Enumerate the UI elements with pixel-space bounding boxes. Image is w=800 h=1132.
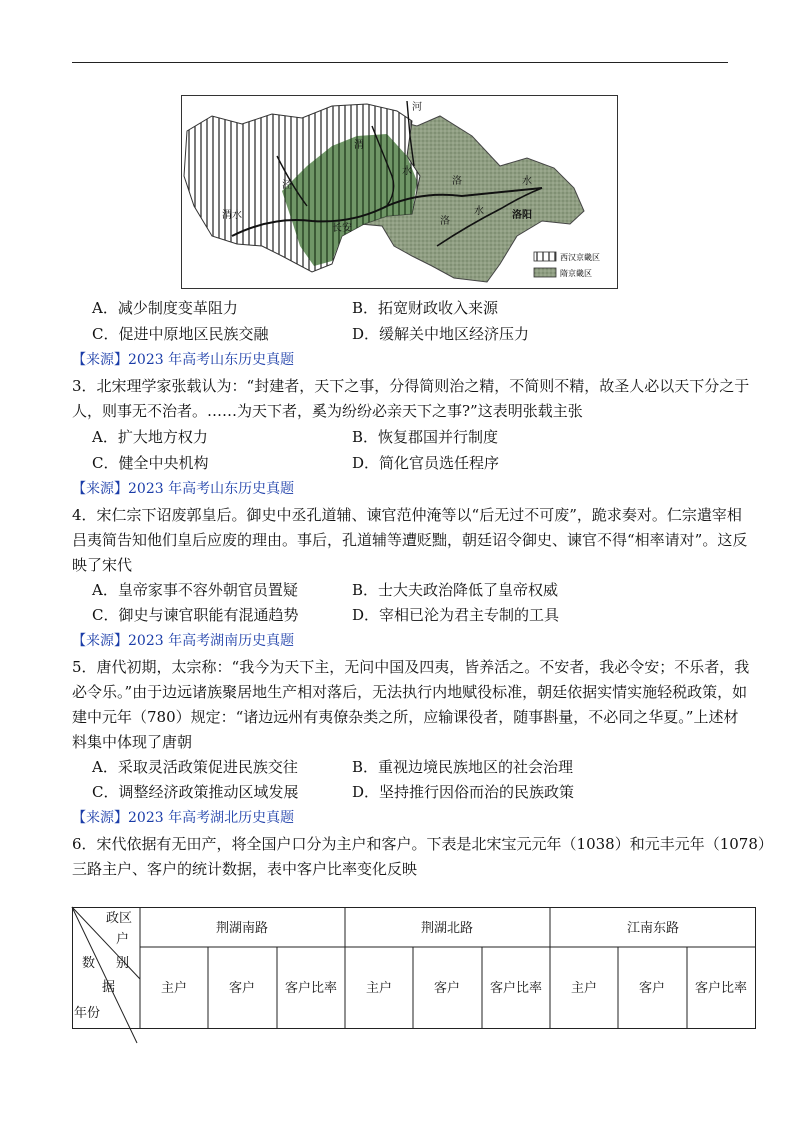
corner-label-shu: 数 (82, 956, 96, 971)
legend-sui: 隋京畿区 (560, 269, 592, 278)
region-header-jinghu-south: 荆湖南路 (215, 921, 269, 936)
q3-stem-line2: 人，则事无不治者。……为天下者，奚为纷纷必亲天下之事?”这表明张载主张 (72, 402, 583, 420)
map-figure (181, 95, 618, 289)
q2-option-a: A．减少制度变革阻力 (92, 299, 238, 317)
q4-stem-line3: 映了宋代 (72, 556, 133, 574)
label-wei-top: 渭 (354, 140, 364, 151)
corner-diagonal-2 (72, 907, 137, 1043)
label-luoyang: 洛阳 (512, 210, 532, 221)
q3-source: 【来源】2023 年高考山东历史真题 (72, 481, 295, 497)
label-shui1: 水 (402, 166, 412, 177)
subheader-cell: 客户比率 (694, 981, 748, 996)
q6-stem-line2: 三路主户、客户的统计数据，表中客户比率变化反映 (72, 860, 418, 878)
label-luo: 洛 (452, 176, 462, 187)
corner-label-bie: 别 (116, 956, 130, 971)
q4-stem-line1: 4．宋仁宗下诏废郭皇后。御史中丞孔道辅、谏官范仲淹等以“后无过不可废”，跪求奏对。仁宗遣宰相 (72, 506, 742, 524)
q6-stem-line1: 6．宋代依据有无田产，将全国户口分为主户和客户。下表是北宋宝元元年（1038）和元丰元年（1078） (72, 835, 773, 853)
corner-label-year: 年份 (74, 1006, 101, 1021)
q3-option-c: C．健全中央机构 (92, 454, 209, 472)
subheader-cell: 主户 (160, 981, 188, 996)
label-he: 河 (412, 102, 422, 113)
q5-stem-line4: 料集中体现了唐朝 (72, 733, 193, 751)
q4-option-a: A．皇帝家事不容外朝官员置疑 (92, 581, 298, 599)
subheader-cell: 客户 (433, 981, 461, 996)
q3-option-b: B．恢复郡国并行制度 (352, 428, 499, 446)
q5-stem-line3: 建中元年（780）规定：“诸边远州有夷僚杂类之所，应输课役者，随事斟量，不必同之华夏。”上述材 (72, 708, 739, 726)
corner-label-household: 户 (116, 932, 130, 947)
q4-option-b: B．士大夫政治降低了皇帝权威 (352, 581, 559, 599)
q3-stem-line1: 3．北宋理学家张载认为：“封建者，天下之事，分得简则治之精，不简则不精，故圣人必以天下分之于 (72, 377, 750, 395)
subheader-cell: 客户比率 (284, 981, 338, 996)
q5-option-b: B．重视边境民族地区的社会治理 (352, 758, 574, 776)
label-wei-water: 渭水 (222, 210, 242, 221)
q5-option-c: C．调整经济政策推动区域发展 (92, 783, 299, 801)
corner-label-ju: 据 (102, 980, 116, 995)
region-header-jiangnan-east: 江南东路 (626, 921, 680, 936)
q5-stem-line1: 5．唐代初期，太宗称：“我今为天下主，无问中国及四夷，皆养活之。不安者，我必令安；不乐者，我 (72, 658, 750, 676)
corner-label-region: 政区 (106, 911, 133, 926)
q4-stem-line2: 吕夷简告知他们皇后应废的理由。事后，孔道辅等遭贬黜，朝廷诏令御史、谏官不得“相率请对”。这反 (72, 531, 748, 549)
q5-stem-line2: 必令乐。”由于边远诸族聚居地生产相对落后，无法执行内地赋役标准，朝廷依据实情实施轻税政策，如 (72, 683, 748, 701)
q2-source: 【来源】2023 年高考山东历史真题 (72, 352, 295, 368)
q4-option-c: C．御史与谏官职能有混通趋势 (92, 606, 299, 624)
q5-option-d: D．坚持推行因俗而治的民族政策 (352, 783, 575, 801)
q3-option-d: D．简化官员选任程序 (352, 454, 500, 472)
q2-option-c: C．促进中原地区民族交融 (92, 325, 269, 343)
subheader-cell: 客户 (228, 981, 256, 996)
label-jing: 泾 (282, 180, 292, 191)
household-data-table (72, 907, 756, 1029)
subheader-cell: 主户 (570, 981, 598, 996)
header-rule (72, 62, 728, 63)
legend-western-han: 西汉京畿区 (560, 253, 600, 262)
q4-option-d: D．宰相已沦为君主专制的工具 (352, 606, 560, 624)
label-shui2: 水 (522, 176, 532, 187)
q5-option-a: A．采取灵活政策促进民族交往 (92, 758, 298, 776)
q5-source: 【来源】2023 年高考湖北历史真题 (72, 810, 295, 826)
q3-option-a: A．扩大地方权力 (92, 428, 208, 446)
subheader-cell: 客户 (638, 981, 666, 996)
q2-option-b: B．拓宽财政收入来源 (352, 299, 499, 317)
subheader-cell: 客户比率 (489, 981, 543, 996)
subheader-cell: 主户 (365, 981, 393, 996)
q4-source: 【来源】2023 年高考湖南历史真题 (72, 633, 295, 649)
label-luo-river: 洛 (440, 216, 450, 227)
q2-option-d: D．缓解关中地区经济压力 (352, 325, 530, 343)
map-legend (534, 252, 600, 278)
region-header-jinghu-north: 荆湖北路 (420, 921, 474, 936)
label-chang-an: 长安 (332, 223, 352, 234)
label-shui3: 水 (474, 206, 484, 217)
